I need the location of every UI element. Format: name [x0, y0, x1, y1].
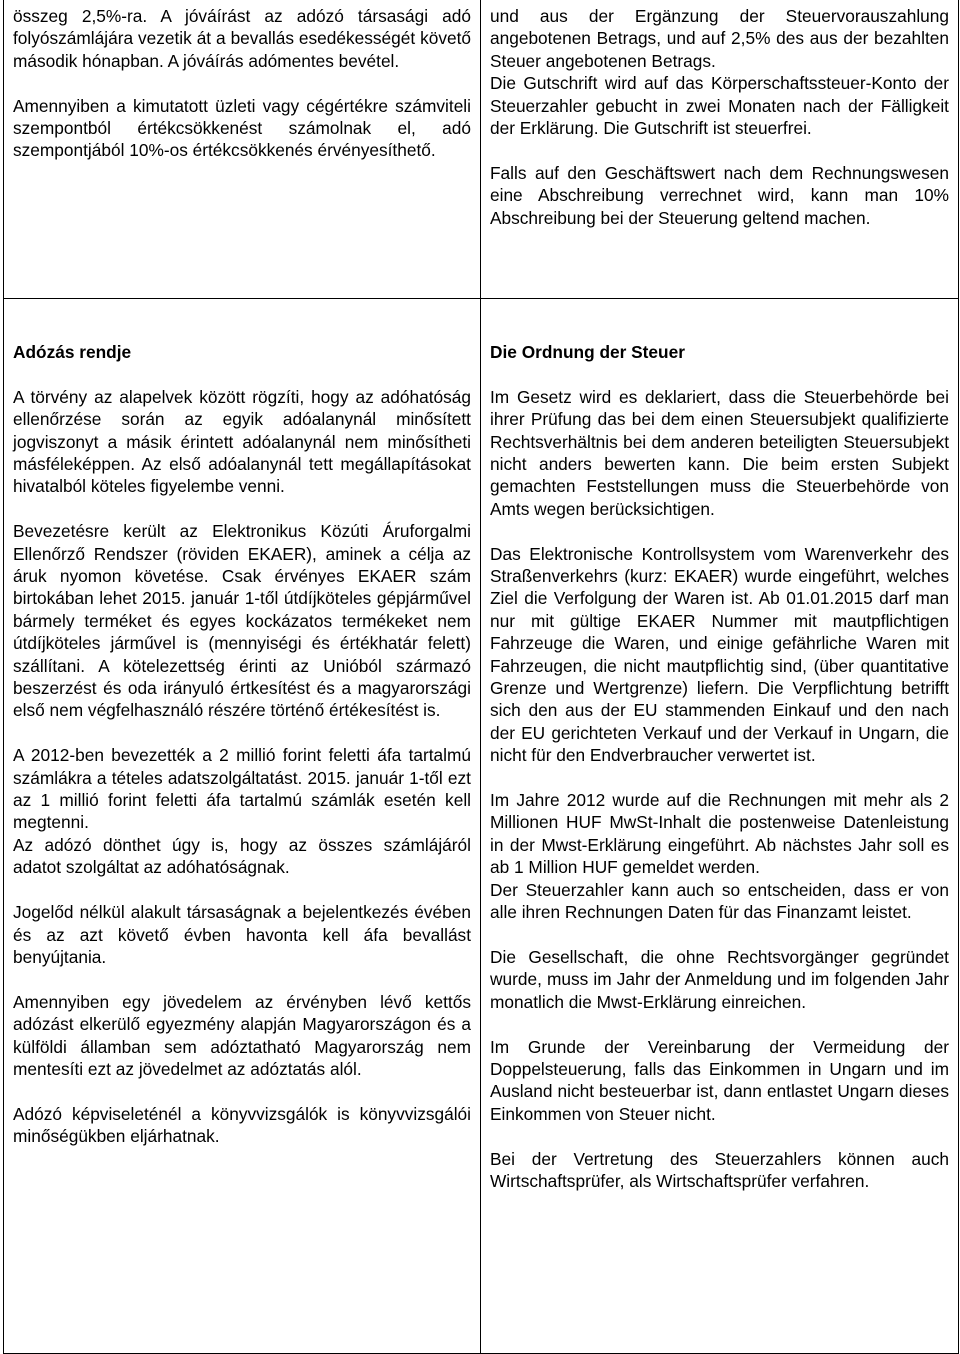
table-row [4, 299, 959, 1354]
paragraph: A törvény az alapelvek között rögzíti, hogy az adóhatóság ellenőrzése során az egyik adóalanynál minősített jogviszonyt a másik érintett adóalanynál nem minősítheti másféleképpen. Az első adóalanynál tett megállapításokat hivatalból köteles figyelembe venni. [13, 386, 471, 497]
paragraph: Das Elektronische Kontrollsystem vom Warenverkehr des Straßenverkehrs (kurz: EKAER) wurde eingeführt, welches Ziel die Verfolgung der Waren ist. Ab 01.01.2015 darf man nur mit gültige EKAER Nummer mit mautpflichtigen Fahrzeuge die Waren, und einige gefährliche Waren mit Fahrzeugen, die nicht mautpflichtig sind, (über quantitative Grenze und Wertgrenze) liefern. Die Verpflichtung betrifft sich den aus der EU stammenden Einkauf und den nach der EU gerichteten Verkauf und der Verkauf in Ungarn, die nicht für den Endverbraucher verwertet ist. [490, 543, 949, 766]
bilingual-table [3, 0, 959, 1354]
paragraph: Die Gesellschaft, die ohne Rechtsvorgänger gegründet wurde, muss im Jahr der Anmeldung und im folgenden Jahr monatlich die Mwst-Erklärung einreichen. [490, 946, 949, 1012]
paragraph: Adózó képviseleténél a könyvvizsgálók is könyvvizsgálói minőségükben eljárhatnak. [13, 1103, 471, 1147]
paragraph: Amennyiben egy jövedelem az érvényben lévő kettős adózást elkerülő egyezmény alapján Magyarországon és a külföldi államban sem adóztatható Magyarország nem mentesíti ezt az jövedelmet az adóztatás alól. [13, 991, 471, 1079]
paragraph: Der Steuerzahler kann auch so entscheiden, dass er von alle ihren Rechnungen Daten für das Finanzamt leistet. [490, 879, 949, 923]
paragraph: Im Grunde der Vereinbarung der Vermeidung der Doppelsteuerung, falls das Einkommen in Ungarn und im Ausland nicht besteuerbar ist, dann entlastet Ungarn dieses Einkommen von Steuer nicht. [490, 1036, 949, 1124]
paragraph: Jogelőd nélkül alakult társaságnak a bejelentkezés évében és az azt követő évben havonta kell áfa bevallást benyújtania. [13, 902, 471, 967]
paragraph: Im Gesetz wird es deklariert, dass die Steuerbehörde bei ihrer Prüfung das bei dem einen Steuersubjekt qualifizierte Rechtsverhältnis bei dem anderen beteiligten Steuersubjekt nicht anders bewerten kann. Die beim ersten Subjekt gemachten Feststellungen muss die Steuerbehörde von Amts wegen berücksichtigen. [490, 386, 949, 519]
german-cell [481, 299, 959, 1354]
german-cell [481, 0, 959, 299]
hungarian-cell [4, 0, 481, 299]
paragraph: A 2012-ben bevezették a 2 millió forint feletti áfa tartalmú számlákra a tételes adatszolgáltatást. 2015. január 1-től ezt az 1 millió forint feletti áfa tartalmú számlák esetén kell megtenni. [13, 745, 471, 833]
hungarian-cell [4, 299, 481, 1354]
section-heading: Die Ordnung der Steuer [490, 342, 685, 362]
paragraph: Bei der Vertretung des Steuerzahlers können auch Wirtschaftsprüfer, als Wirtschaftsprüfer verfahren. [490, 1148, 949, 1191]
paragraph: Az adózó dönthet úgy is, hogy az összes számlájáról adatot szolgáltat az adóhatóságnak. [13, 834, 471, 878]
paragraph: Falls auf den Geschäftswert nach dem Rechnungswesen eine Abschreibung verrechnet wird, kann man 10% Abschreibung bei der Steuerung geltend machen. [490, 162, 949, 228]
paragraph: Bevezetésre került az Elektronikus Közúti Áruforgalmi Ellenőrző Rendszer (röviden EKAER), aminek a célja az áruk nyomon követése. Csak érvényes EKAER szám birtokában lehet 2015. január 1-től útdíjköteles gépjárművel bármely terméket és egyes kockázatos termékeket nem útdíjköteles járművel is (mennyiségi és értékhatár felett) szállítani. A kötelezettség érinti az Unióból származó beszerzést és oda irányuló értkesítést és a magyarországi első nem végfelhasználó részére történő értékesítést is. [13, 521, 471, 721]
table-row [4, 0, 959, 299]
paragraph: Amennyiben a kimutatott üzleti vagy cégértékre számviteli szempontból értékcsökkenést számolnak el, adó szempontjából 10%-os értékcsökkenés érvényesíthető. [13, 95, 471, 161]
paragraph: Die Gutschrift wird auf das Körperschaftssteuer-Konto der Steuerzahler gebucht in zwei Monaten nach der Fälligkeit der Erklärung. Die Gutschrift ist steuerfrei. [490, 73, 949, 139]
paragraph: und aus der Ergänzung der Steuervorauszahlung angebotenen Betrags, und auf 2,5% des aus der bezahlten Steuer angebotenen Betrags. [490, 6, 949, 71]
paragraph: Im Jahre 2012 wurde auf die Rechnungen mit mehr als 2 Millionen HUF MwSt-Inhalt die postenweise Datenleistung in der Mwst-Erklärung eingeführt. Ab nächstes Jahr soll es ab 1 Million HUF gemeldet werden. [490, 790, 949, 878]
section-heading: Adózás rendje [13, 342, 132, 362]
paragraph: összeg 2,5%-ra. A jóváírást az adózó társasági adó folyószámlájára vezetik át a bevallás esedékességét követő második hónapban. A jóváírás adómentes bevétel. [13, 6, 471, 71]
